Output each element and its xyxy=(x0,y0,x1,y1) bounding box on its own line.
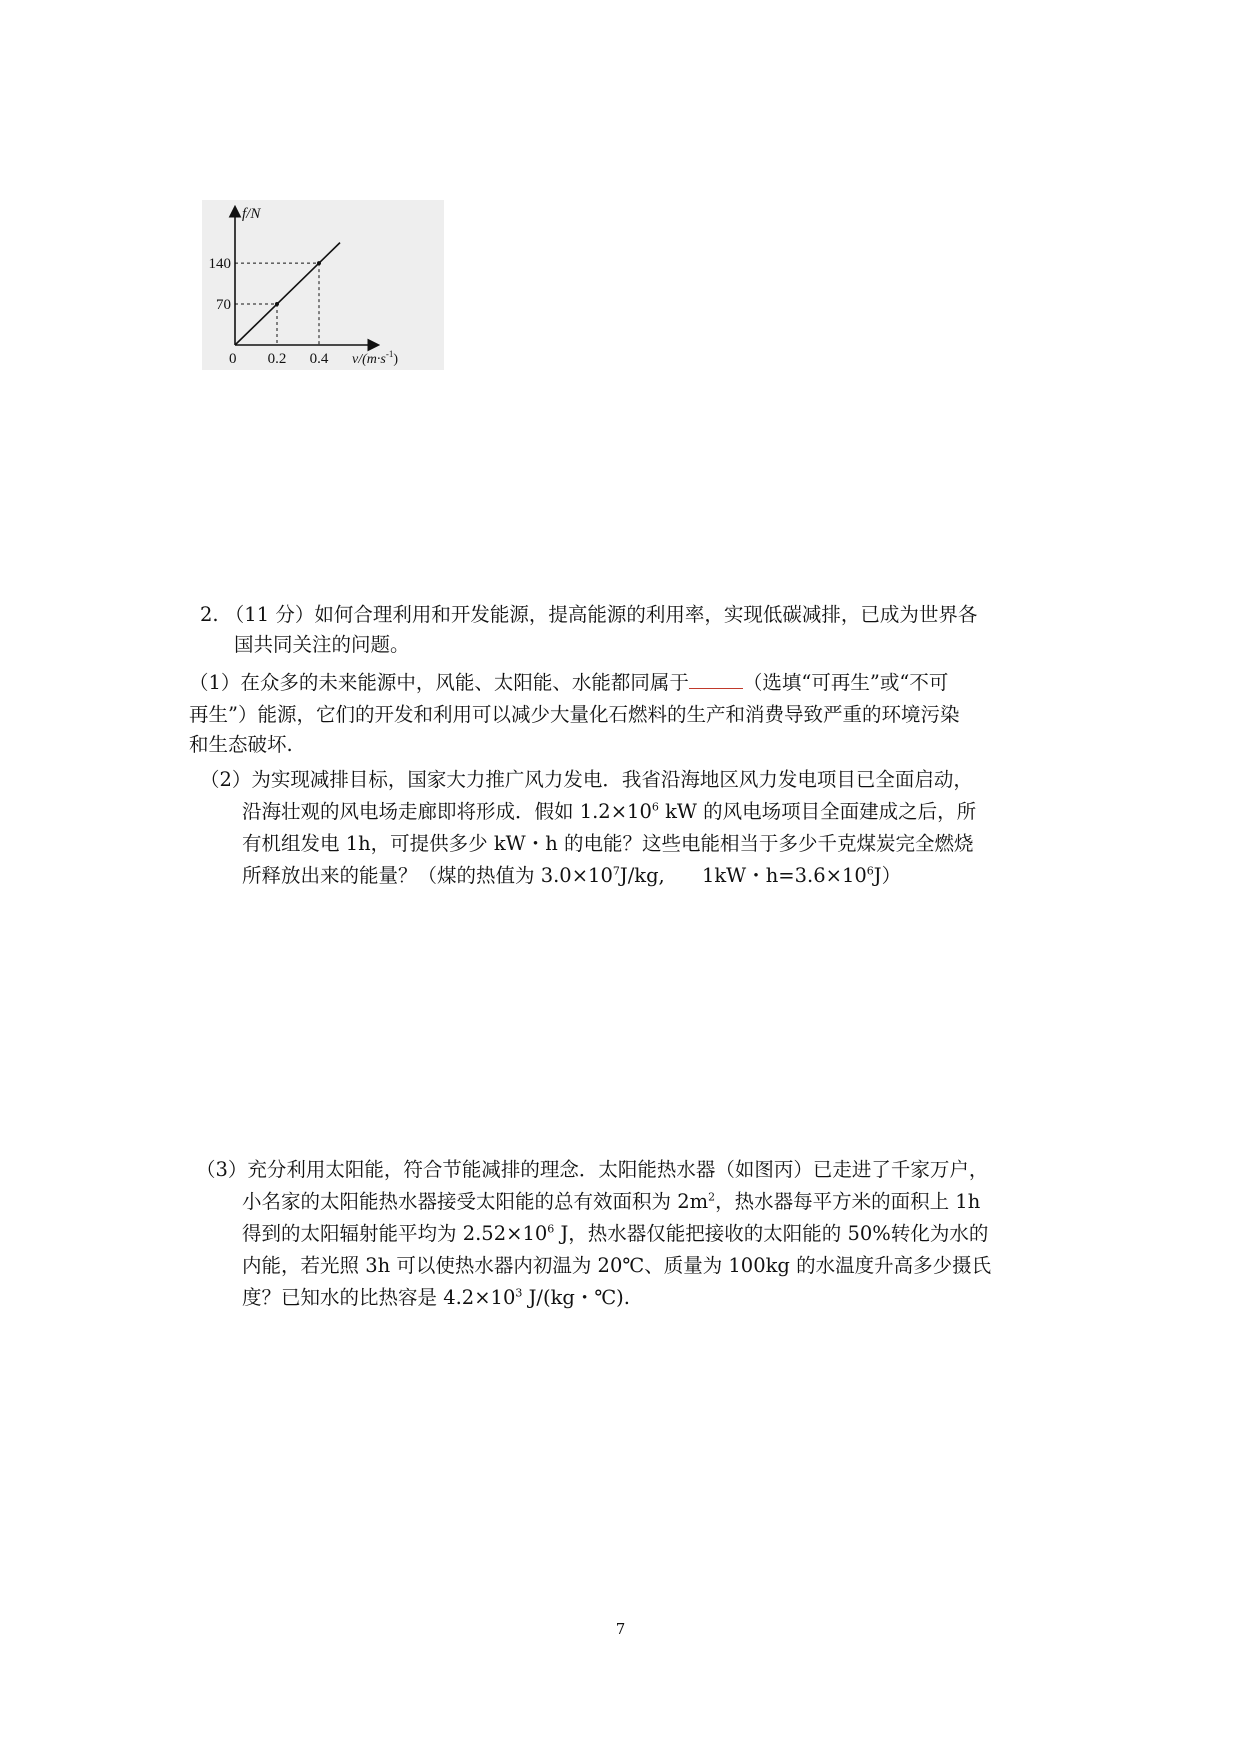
origin-label: 0 xyxy=(229,351,237,367)
q2-part1-line2: 再生”）能源，它们的开发和利用可以减少大量化石燃料的生产和消费导致严重的环境污染 xyxy=(189,703,960,726)
data-line xyxy=(235,243,340,345)
q2-part3-line2: 小名家的太阳能热水器接受太阳能的总有效面积为 $2m^2$，热水器每平方米的面积上 1h xyxy=(242,1190,981,1213)
answer-blank[interactable] xyxy=(689,668,743,689)
q2-part3-line4: 内能，若光照 3h 可以使热水器内初温为 20℃、质量为 100kg 的水温度升高多少摄氏 xyxy=(242,1254,992,1277)
graph-svg xyxy=(202,200,444,370)
q2-part3-line3: 得到的太阳辐射能平均为 $2.52\times 10^6$ J，热水器仅能把接收的太阳能的 50%转化为水的 xyxy=(242,1222,989,1245)
q2-intro-line1: 2. （11 分）如何合理利用和开发能源，提高能源的利用率，实现低碳减排，已成为世界各 xyxy=(200,603,978,626)
q2-part2-line4: 所释放出来的能量？（煤的热值为 $3.0\times 10^7J/kg$, 1kW・$h=3.6\times 10^6J$） xyxy=(242,864,902,887)
y-axis-label: f/N xyxy=(242,206,261,222)
q2-intro-line2: 国共同关注的问题。 xyxy=(234,633,410,656)
y-tick-label-140: 140 xyxy=(208,256,231,273)
page-number: 7 xyxy=(615,1620,626,1638)
q2-part1-line3: 和生态破坏. xyxy=(189,733,293,756)
force-velocity-graph xyxy=(202,200,444,370)
q2-part3-line1: （3）充分利用太阳能，符合节能减排的理念．太阳能热水器（如图丙）已走进了千家万户， xyxy=(196,1158,989,1181)
y-tick-label-70: 70 xyxy=(216,297,231,314)
q2-part2-line2: 沿海壮观的风电场走廊即将形成．假如 $1.2\times 10^6$ kW 的风电场项目全面建成之后，所 xyxy=(242,800,977,823)
x-tick-label-0.4: 0.4 xyxy=(309,351,329,367)
q2-part1-line1: （1）在众多的未来能源中，风能、太阳能、水能都同属于 （选填“可再生”或“不可 xyxy=(189,668,948,698)
x-axis-label: $v/(m\cdot s^{-1})$ xyxy=(352,349,398,367)
q2-part3-line5: 度？已知水的比热容是 $4.2\times 10^3$ J/(kg・℃). xyxy=(242,1286,630,1309)
q2-part2-line1: （2）为实现减排目标，国家大力推广风力发电．我省沿海地区风力发电项目已全面启动， xyxy=(200,768,973,791)
x-tick-label-0.2: 0.2 xyxy=(267,351,287,367)
q2-part2-line3: 有机组发电 1h，可提供多少 kW・h 的电能？这些电能相当于多少千克煤炭完全燃烧 xyxy=(242,832,974,855)
